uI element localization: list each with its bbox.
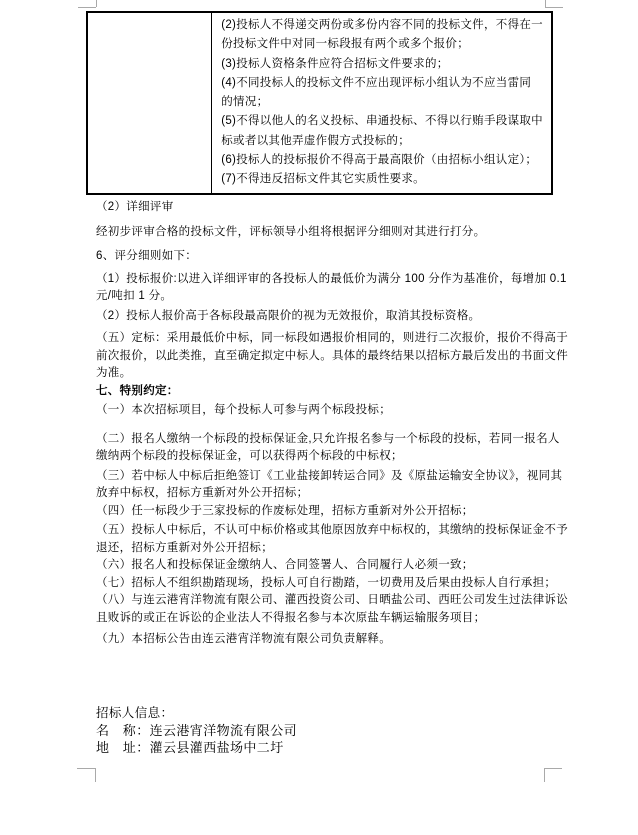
paragraph-special-term-5 — [96, 522, 568, 557]
text-line: （五）定标：采用最低价中标，同一标段如遇报价相同的，则进行二次报价，报价不得高于 — [96, 332, 568, 344]
paragraph-special-term-4 — [96, 503, 551, 521]
text-line: 经初步评审合格的投标文件，评标领导小组将根据评分细则对其进行打分。 — [96, 225, 486, 238]
criteria-line: 份投标文件中对同一标段报有两个或多个报价； — [221, 38, 470, 51]
paragraph-special-term-3 — [96, 468, 563, 503]
text-line: 6、评分细则如下： — [96, 250, 198, 262]
text-line: （九）本招标公告由连云港宵洋物流有限公司负责解释。 — [96, 633, 391, 645]
text-line: （一）本次招标项目，每个投标人可参与两个标段投标； — [96, 404, 391, 416]
paragraph-scoring-rule-2 — [96, 308, 551, 326]
paragraph-special-term-2 — [96, 431, 560, 466]
criteria-line: (5)不得以他人的名义投标、串通投标、不得以行贿手段谋取中 — [221, 115, 543, 128]
crop-mark-top-right-v — [545, 0, 546, 7]
document-body — [96, 199, 568, 649]
table-cell-left-empty — [88, 13, 212, 193]
text-line: （三）若中标人中标后拒绝签订《工业盐接卸转运合同》及《原盐运输安全协议》，视同其 — [96, 469, 563, 482]
crop-mark-bottom-right-v — [544, 768, 545, 782]
paragraph-detailed-review-heading — [96, 199, 551, 217]
text-line: （六）报名人和投标保证金缴纳人、合同签署人、合同履行人必须一致； — [96, 559, 474, 571]
text-line: 且败诉的或正在诉讼的企业法人不得报名参与本次原盐车辆运输服务项目； — [96, 611, 486, 624]
criteria-line: 标或者以其他弄虚作假方式投标的； — [221, 134, 411, 147]
table-cell-criteria — [212, 13, 551, 193]
crop-mark-bottom-right-h — [544, 768, 562, 769]
tenderer-info-block — [96, 705, 297, 757]
paragraph-special-term-8 — [96, 592, 568, 627]
crop-mark-top-right-h — [545, 7, 563, 8]
criteria-line: 的情况； — [221, 96, 269, 109]
criteria-line: (4)不同投标人的投标文件不应出现评标小组认为不应当雷同 — [221, 76, 532, 89]
text-line: 元/吨扣 1 分。 — [96, 290, 173, 302]
text-line: （2）投标人报价高于各标段最高限价的视为无效报价，取消其投标资格。 — [96, 309, 481, 322]
paragraph-award-rule — [96, 330, 568, 383]
text-line: （八）与连云港宵洋物流有限公司、灌西投资公司、日晒盐公司、西旺公司发生过法律诉讼 — [96, 594, 568, 606]
text-line: 退还，招标方重新对外公开招标； — [96, 541, 273, 554]
paragraph-scoring-rules-heading — [96, 248, 551, 266]
crop-mark-bottom-left-v — [95, 768, 96, 782]
paragraph-special-term-9 — [96, 631, 551, 649]
crop-mark-top-left-h — [78, 7, 96, 8]
text-line: 前次报价，以此类推，直至确定拟定中标人。具体的最终结果以招标方最后发出的书面文件 — [96, 349, 568, 362]
paragraph-detailed-review — [96, 224, 551, 242]
paragraph-special-term-7 — [96, 575, 557, 593]
criteria-line: (3)投标人资格条件应符合招标文件要求的； — [221, 57, 449, 70]
text-line: （五）投标人中标后，不认可中标价格或其他原因放弃中标权的，其缴纳的投标保证金不予 — [96, 524, 568, 536]
tenderer-address: 地 址：灌云县灌西盐场中二圩 — [96, 740, 284, 756]
text-line: （四）任一标段少于三家投标的作废标处理，招标方重新对外公开招标； — [96, 504, 474, 517]
text-line: 七、特别约定： — [96, 384, 179, 397]
paragraph-scoring-rule-1 — [96, 271, 567, 306]
tenderer-info-heading: 招标人信息： — [96, 706, 174, 720]
tenderer-name: 名 称：连云港宵洋物流有限公司 — [96, 723, 298, 739]
text-line: 放弃中标权，招标方重新对外公开招标； — [96, 487, 309, 499]
section-heading-special-terms — [96, 383, 551, 401]
criteria-line: (6)投标人的投标报价不得高于最高限价（由招标小组认定）； — [221, 154, 538, 167]
criteria-line: (2)投标人不得递交两份或多份内容不同的投标文件，不得在一 — [221, 19, 543, 31]
text-line: （七）招标人不组织勘踏现场，投标人可自行勘踏，一切费用及后果由投标人自行承担； — [96, 576, 557, 589]
text-line: （1）投标报价:以进入详细评审的各投标人的最低价为满分 100 分作为基准价，每增加 0.1 — [96, 272, 567, 285]
paragraph-special-term-1 — [96, 402, 551, 420]
criteria-line: (7)不得违反招标文件其它实质性要求。 — [221, 173, 425, 186]
paragraph-special-term-6 — [96, 557, 551, 575]
crop-mark-bottom-left-h — [77, 768, 95, 769]
text-line: （二）报名人缴纳一个标段的投标保证金,只允许报名参与一个标段的投标，若同一报名人 — [96, 432, 560, 445]
crop-mark-top-left-v — [96, 0, 97, 7]
text-line: （2）详细评审 — [96, 201, 174, 213]
text-line: 为准。 — [96, 367, 132, 379]
text-line: 缴纳两个标段的投标保证金，可以获得两个标段的中标权； — [96, 450, 403, 462]
bid-rejection-criteria-table — [86, 11, 553, 195]
